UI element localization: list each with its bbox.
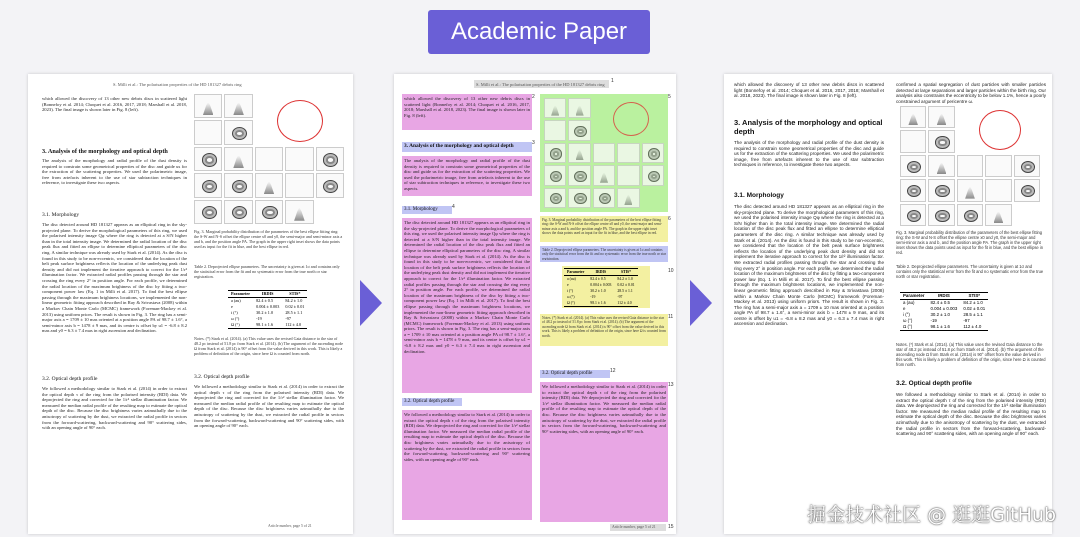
sub32-text: We followed a methodology similar to Stark et al. (2014) in order to extract the optical depth τ of the ring from the polarised intensity (RDI) data. We deprojected the ring and corrected for the 1/r² stellar illumination factor. We measured the median radial profile of the resulting map to estimate the optical depth of the disc. Because the disc brightness varies azimuthally due to the anisotropy of scattering by the dust, we extracted the radial profile in sectors from the forward-scattering, backward-scattering and 90° scattering sides, with an opening angle of 90° each.: [42, 386, 187, 431]
corner-plot: [194, 94, 344, 224]
section3-title: 3. Analysis of the morphology and optical depth: [42, 148, 168, 155]
parsed-sub32-text: We followed a methodology similar to Stark et al. (2014) in order to extract the optical depth τ of the ring from the polarised intensity (RDI) data. We deprojected the ring and corrected for the 1/r² stellar illumination factor. We measured the median radial profile of the resulting map to estimate the optical depth of the disc. Because the disc brightness varies azimuthally due to the anisotropy of scattering by the dust, we extracted the radial profile in sectors from the forward-scattering, backward-scattering and 90° scattering sides, with an opening angle of 90° each.: [896, 392, 1046, 437]
sub31-title: 3.1. Morphology: [42, 212, 80, 218]
parsed-sub32-title: 3.2. Optical depth profile: [896, 380, 972, 387]
parsed-params-table: Parameter IRDIS STIS* a (au) 82.4 ± 0.5 84.2 ± 1.0 e 0.004 ± 0.003 0.02 ± 0.01 i (°) 30.2 ± 1.0 28.5 ± 1.1 ω (°) -19 -97 Ω (°) 98.1 ± 1.6 112 ± 4.0: [900, 292, 988, 331]
page-footer: Article number, page 5 of 21: [268, 524, 312, 528]
parsed-col2-intro: confirmed a spatial segregation of dust particles with smaller particles detected at large separations and larger particles within the birth ring. Our analysis also constrains the eccentricity to be below 1.1%, hence a poorly constrained argument of pericentre ω.: [896, 82, 1046, 104]
watermark: 掘金技术社区 @ 逛逛GitHub: [807, 504, 1056, 526]
parsed-corner-plot: [900, 106, 1040, 226]
table2-caption: Table 2. Deprojected ellipse parameters. The uncertainty is given at 1σ and contains only the statistical error from the fit and no systematic error from the true north or star registration.: [194, 264, 340, 279]
parsed-section3-title: 3. Analysis of the morphology and optical depth: [734, 118, 883, 136]
original-page: [28, 74, 353, 534]
parsed-intro: which allowed the discovery of 13 other new debris discs in scattered light (Bonnefoy et al. 2014; Choquet et al. 2016, 2017, 2018; Marshall et al. 2018, 2023). The final image is shown later in Fig. 8 (left).: [734, 82, 884, 99]
running-header: S. Milli et al.: The polarisation properties of the HD 181327 debris ring: [113, 82, 242, 87]
params-table: Parameter IRDIS STIS* a (au) 82.4 ± 0.5 84.2 ± 1.0 e 0.004 ± 0.003 0.02 ± 0.01 i (°) 30.2 ± 1.0 28.5 ± 1.1 ω (°) -19 -97 Ω (°) 98.1 ± 1.6 112 ± 4.0: [228, 290, 307, 329]
parsed-table2-caption: Table 2. Deprojected ellipse parameters. The uncertainty is given at 1σ and contains only the statistical error from the fit and no systematic error from the true north or star registration.: [896, 264, 1044, 279]
table-notes: Notes. (*) Stark et al. (2014). (a) This value uses the revised Gaia distance to the star of 48.2 pc instead of 51.8 pc from Stark et al. (2014). (b) The argument of the ascending node Ω from Stark et al. (2014) is 90° offset from the value derived in this work. This is likely a problem of definition of the origin, since here Ω is counted from north.: [194, 336, 344, 356]
sub32-title-right: 3.2. Optical depth profile: [194, 374, 250, 380]
academic-paper-banner: Academic Paper: [428, 10, 650, 54]
sub32-text-right: We followed a methodology similar to Stark et al. (2014) in order to extract the optical depth τ of the ring from the polarised intensity (RDI) data. We deprojected the ring and corrected for the 1/r² stellar illumination factor. We measured the median radial profile of the resulting map to estimate the optical depth of the disc. Because the disc brightness varies azimuthally due to the anisotropy of scattering by the dust, we extracted the radial profile in sectors from the forward-scattering, backward-scattering and 90° scattering sides, with an opening angle of 90° each.: [194, 384, 344, 429]
running-header-annotated: S. Milli et al.: The polarisation properties of the HD 181327 debris ring: [476, 82, 605, 87]
parsed-sub31-title: 3.1. Morphology: [734, 192, 784, 199]
parsed-output-page: [724, 74, 1052, 534]
parsed-sub31-text: The disc detected around HD 181327 appears as an elliptical ring in the sky-projected plane. To derive the morphological parameters of this ring, we used the polarised intensity image Qφ where the ring is detected at a S/N higher than in the total intensity image. We determined the radial location of the disc peak flux and fitted an ellipse to determine elliptical parameters of the disc ring. A similar technique was already used by Stark et al. (2014). As the disc is found in this study to be non-eccentric, we considered that the location of the belt peak surface brightness reflects the location of the underlying peak dust density and did not implement the iterative approach to correct for the 1/r² illumination factor. We extracted radial profiles passing through the star and crossing the ring every 2° in position angle. For each profile, we determined the radial location of the maximum brightness of the disc by fitting a two-component power law (Eq. 1 in Milli et al. 2017). To find the best ellipse passing through the maximum brightness locations, we implemented the non-linear geometric fitting approach described in Ray & Srivastava (2008) within a Markov Chain Monte Carlo (MCMC) framework (Foreman-Mackey et al. 2013) using uniform priors. The result is shown in Fig. 3. The ring has a semi-major axis a = 1709 ± 10 mas oriented at a position angle PA of 98.7 ± 1.6°, a semi-minor axis b = 1478 ± 9 mas, and its centre is offset by u1 = -6.8 ± 8.2 mas and y0 = 6.3 ± 7.4 mas in right ascension and declination.: [734, 204, 884, 327]
section3-text: The analysis of the morphology and radial profile of the dust density is required to constrain some geometrical properties of the disc and guide us for the extraction of the scattering properties. We used the polarimetric image, free from artefacts inherent to the use of star subtraction techniques in reference, to investigate these two aspects.: [42, 158, 187, 186]
parsed-section3-text: The analysis of the morphology and radial profile of the dust density is required to constrain some geometrical properties of the disc and guide us for the extraction of the scattering properties. We used the polarimetric image, free from artefacts inherent to the use of star subtraction techniques in reference, to investigate these two aspects.: [734, 140, 884, 168]
parsed-table-notes: Notes. (*) Stark et al. (2014). (a) This value uses the revised Gaia distance to the star of 48.2 pc instead of 51.8 pc from Stark et al. (2014). (b) The argument of the ascending node Ω from Stark et al. (2014) is 90° offset from the value derived in this work. This is likely a problem of definition of the origin, since here Ω is counted from north.: [896, 342, 1046, 367]
sub32-title: 3.2. Optical depth profile: [42, 376, 98, 382]
arrow-right-icon: [360, 280, 382, 326]
arrow-right-icon-2: [690, 280, 712, 326]
intro-text: which allowed the discovery of 13 other new debris discs in scattered light (Bonnefoy et al. 2014; Choquet et al. 2016, 2017, 2018; Marshall et al. 2018, 2023). The final image is shown later in Fig. 8 (left).: [42, 96, 187, 113]
sub31-text: The disc detected around HD 181327 appears as an elliptical ring in the sky-projected plane. To derive the morphological parameters of this ring, we used the polarised intensity image Qφ where the ring is detected at a S/N higher than in the total intensity image. We determined the radial location of the disc peak flux and fitted an ellipse to determine elliptical parameters of the disc ring. A similar technique was already used by Stark et al. (2014). As the disc is found in this study to be non-eccentric, we considered that the location of the belt peak surface brightness reflects the location of the underlying peak dust density and did not implement the iterative approach to correct for the 1/r² illumination factor. We extracted radial profiles passing through the star and crossing the ring every 2° in position angle. For each profile, we determined the radial location of the maximum brightness of the disc by fitting a two-component power law (Eq. 1 in Milli et al. 2017). To find the best ellipse passing through the maximum brightness locations, we implemented the non-linear geometric fitting approach described in Ray & Srivastava (2008) within a Markov Chain Monte Carlo (MCMC) framework (Foreman-Mackey et al. 2013) using uniform priors. The result is shown in Fig. 3. The ring has a semi-major axis a = 1709 ± 10 mas oriented at a position angle PA of 98.7 ± 1.6°, a semi-minor axis b = 1478 ± 9 mas, and its centre is offset by u1 = -6.8 ± 8.2 mas and y0 = 6.3 ± 7.4 mas in right ascension and declination.: [42, 222, 187, 334]
annotated-page: S. Milli et al.: The polarisation properties of the HD 181327 debris ring 1 which allowed the discovery of 13 other new debris discs in scattered light (Bonnefoy et al. 2014; Choquet et al. 2016, 2017, 2018; Marshall et al. 2018, 2023). The final image is shown later in Fig. 8 (left). 2 3. Analysis of the morphology and optical depth 3 The analysis of the morphology and radial profile of the dust density is required to constrain some geometrical properties of the disc and guide us for the extraction of the scattering properties. We used the polarimetric image, free from artefacts inherent to the use of star subtraction techniques in reference, to investigate these two aspects. 3.1. Morphology 4 The disc detected around HD 181327 appears as an elliptical ring in the sky-projected plane. To derive the morphological parameters of this ring, we used the polarised intensity image Qφ where the ring is detected at a S/N higher than in the total intensity image. We determined the radial location of the disc peak flux and fitted an ellipse to determine elliptical parameters of the disc ring. A similar technique was already used by Stark et al. (2014). As the disc is found in this study to be non-eccentric, we considered that the location of the belt peak surface brightness reflects the location of the underlying peak dust density and did not implement the iterative approach to correct for the 1/r² illumination factor. We extracted radial profiles passing through the star and crossing the ring every 2° in position angle. For each profile, we determined the radial location of the maximum brightness of the disc by fitting a two-component power law (Eq. 1 in Milli et al. 2017). To find the best ellipse passing through the maximum brightness locations, we implemented the non-linear geometric fitting approach described in Ray & Srivastava (2008) within a Markov Chain Monte Carlo (MCMC) framework (Foreman-Mackey et al. 2013) using uniform priors. The result is shown in Fig. 3. The ring has a semi-major axis a = 1709 ± 10 mas oriented at a position angle PA of 98.7 ± 1.6°, a semi-minor axis b = 1478 ± 9 mas, and its centre is offset by u1 = -6.8 ± 8.2 mas and y0 = 6.3 ± 7.4 mas in right ascension and declination. 3.2. Optical depth profile We followed a methodology similar to Stark et al. (2014) in order to extract the optical depth τ of the ring from the polarised intensity (RDI) data. We deprojected the ring and corrected for the 1/r² stellar illumination factor. We measured the median radial profile of the resulting map to estimate the optical depth of the disc. Because the disc brightness varies azimuthally due to the anisotropy of scattering by the dust, we extracted the radial profile in sectors from the forward-scattering, backward-scattering and 90° scattering sides, with an opening angle of 90° each. 5 Fig. 3. Marginal probability distribution of the parameters of the best ellipse fitting ring: the S-W and N-S offset the ellipse centre x0 and y0, the semi-major and semi-minor axis a and b, and the position angle PA. The graph in the upper right inset shows the data points used as input for the fit in blue, and the best ellipse in red. 6 Table 2. Deprojected ellipse parameters. The uncertainty is given at 1σ and contains only the statistical error from the fit and no systematic error from the true north or star registration. Parameter IRDIS STIS* a (au) 82.4 ± 0.5 84.2 ± 1.0 e 0.004 ± 0.003 0.02 ± 0.01 i (°) 30.2 ± 1.0 28.5 ± 1.1 ω (°) -19 -97 Ω (°) 98.1 ± 1.6 112 ± 4.0 10 Notes. (*) Stark et al. (2014). (a) This value uses the revised Gaia distance to the star of 48.2 pc instead of 51.8 pc from Stark et al. (2014). (b) The argument of the ascending node Ω from Stark et al. (2014) is 90° offset from the value derived in this work. This is likely a problem of definition of the origin, since here Ω is counted from north. 11 3.2. Optical depth profile 12 We followed a methodology similar to Stark et al. (2014) in order to extract the optical depth τ of the ring from the polarised intensity (RDI) data. We deprojected the ring and corrected for the 1/r² stellar illumination factor. We measured the median radial profile of the resulting map to estimate the optical depth of the disc. Because the disc brightness varies azimuthally due to the anisotropy of scattering by the dust, we extracted the radial profile in sectors from the forward-scattering, backward-scattering and 90° scattering sides, with an opening angle of 90° each. 13 Article number, page 5 of 21 15: [394, 74, 676, 534]
fig3-caption: Fig. 3. Marginal probability distribution of the parameters of the best ellipse fitting ring: the S-W and N-S offset the ellipse centre x0 and y0, the semi-major and semi-minor axis a and b, and the position angle PA. The graph in the upper right inset shows the data points used as input for the fit in blue, and the best ellipse in red.: [194, 229, 343, 249]
parsed-fig3-caption: Fig. 3. Marginal probability distribution of the parameters of the best ellipse fitting ring: the S-W and N-S offset the ellipse centre x0 and y0, the semi-major and semi-minor axis a and b, and the position angle PA. The graph in the upper right inset shows the data points used as input for the fit in blue, and the best ellipse in red.: [896, 230, 1044, 255]
